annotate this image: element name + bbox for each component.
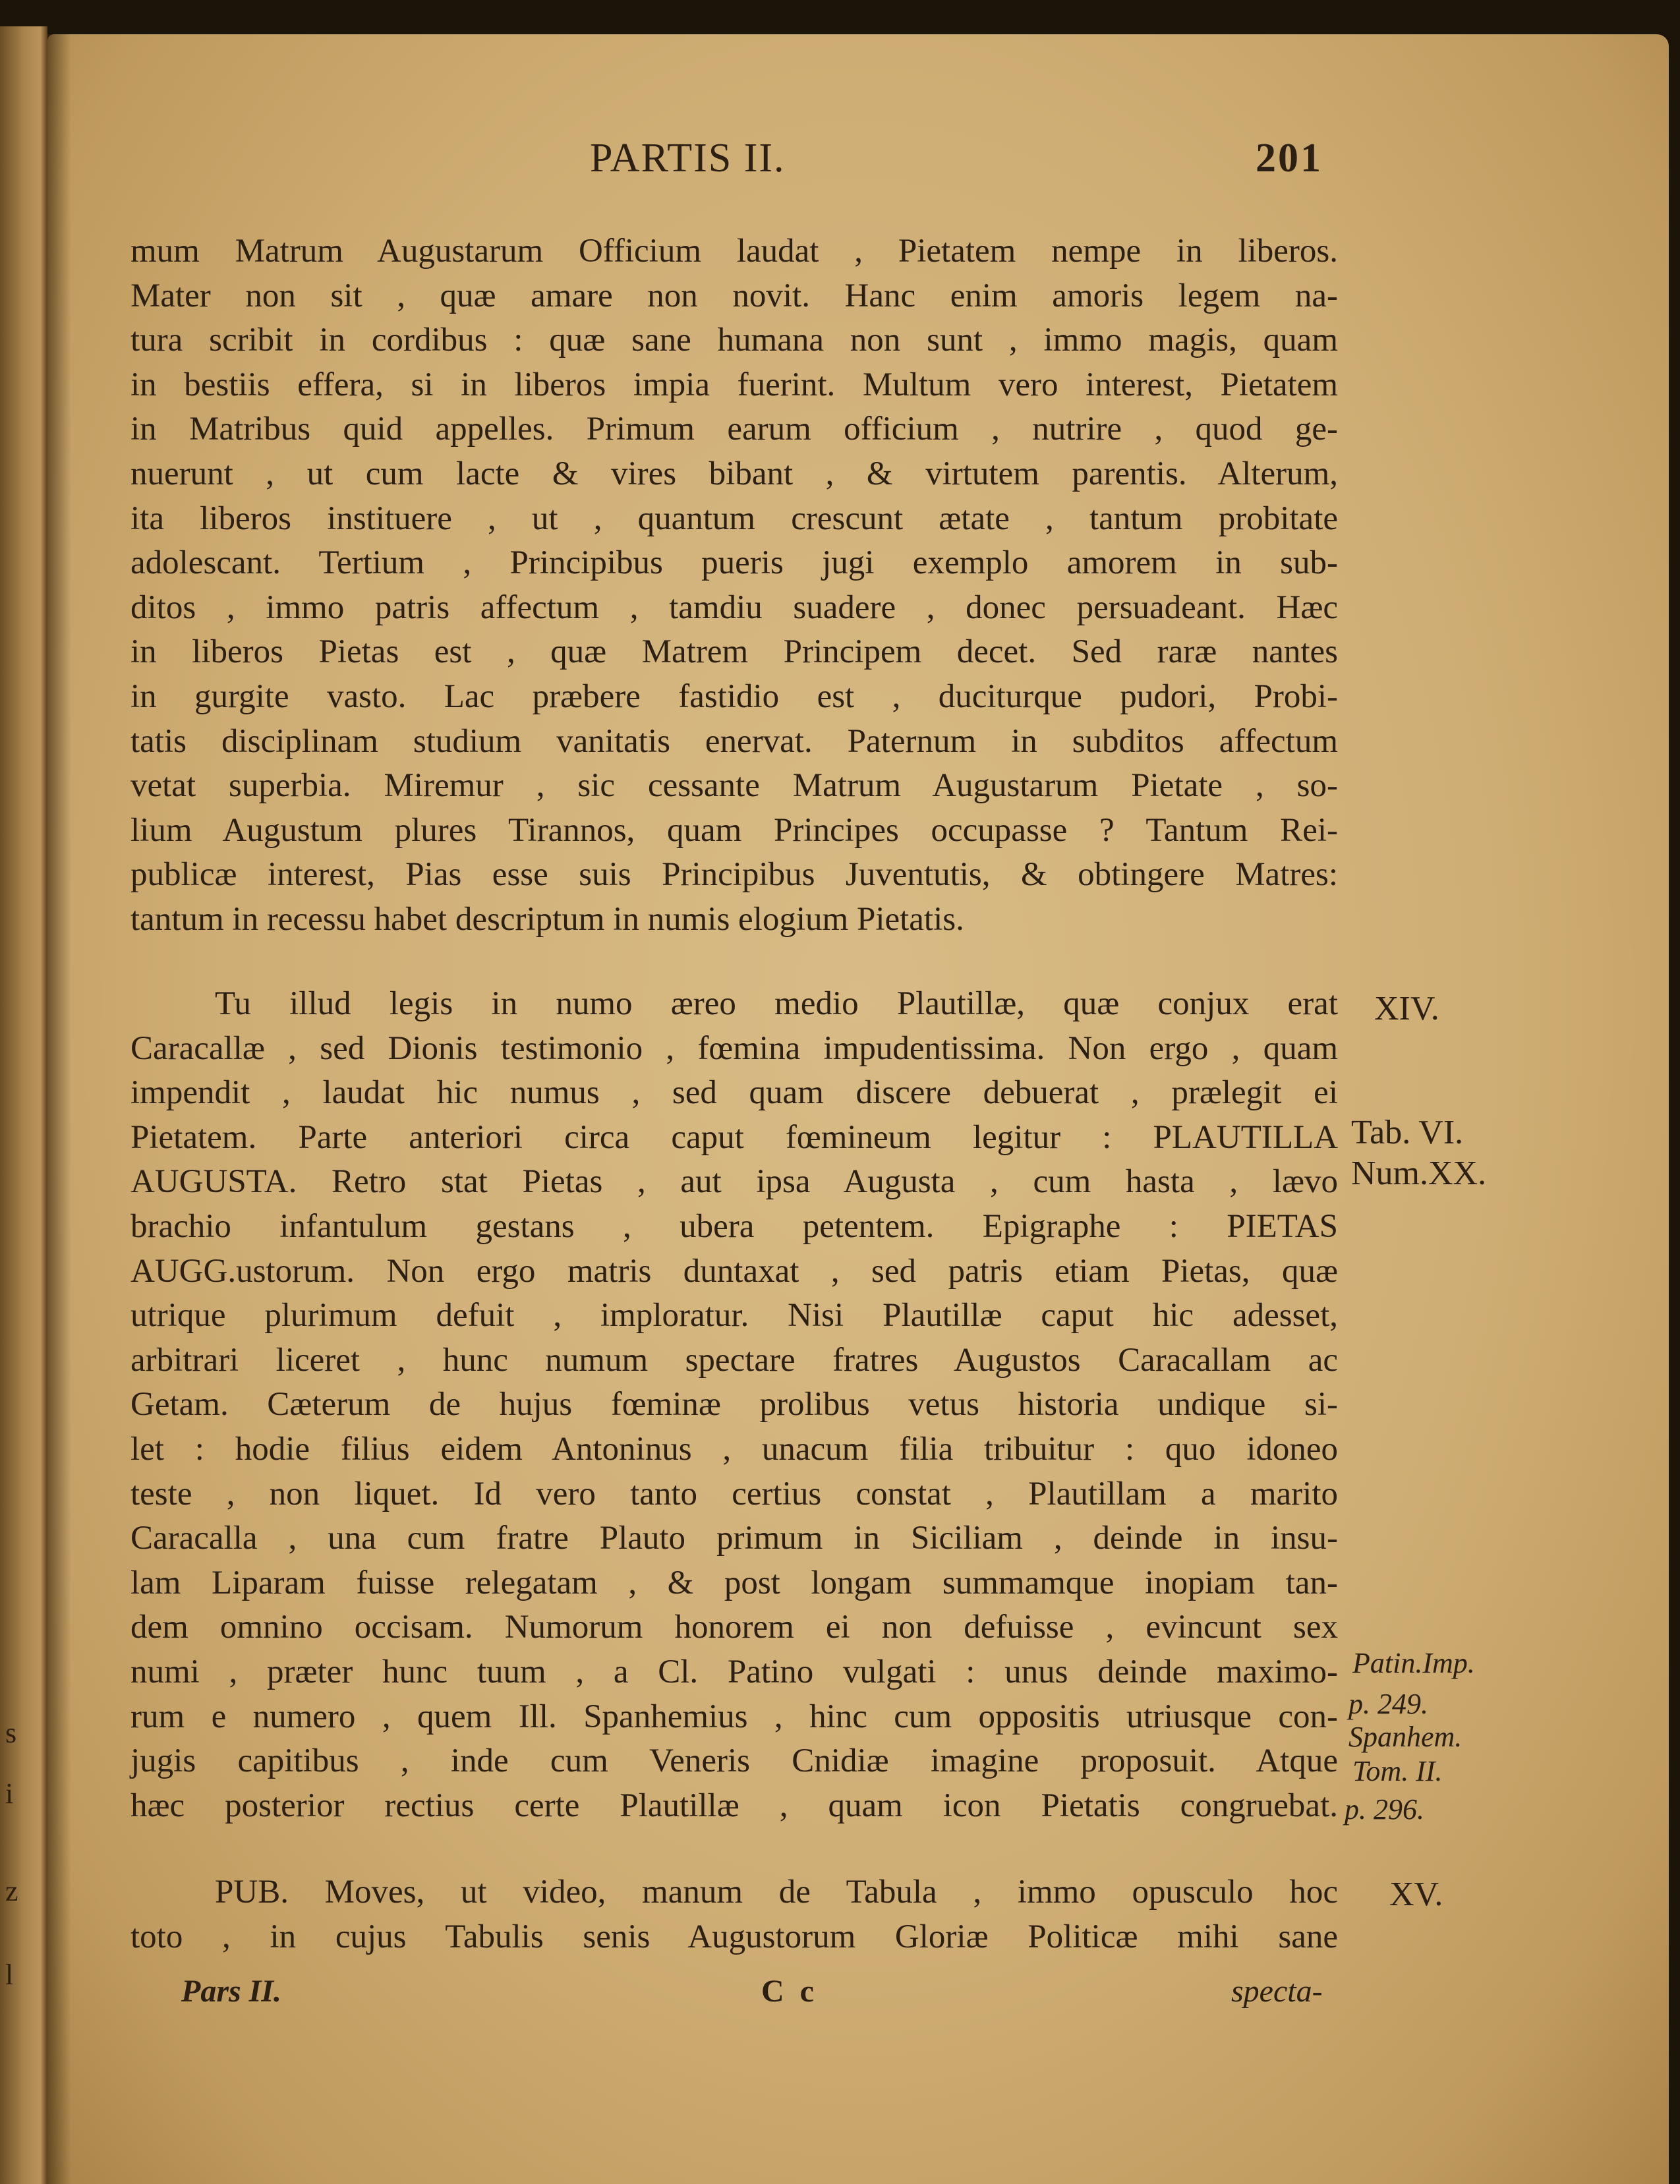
text-line: publicæ interest, Pias esse suis Principibus Juventutis, & obtingere Matres: [130, 856, 1338, 894]
text-line: in gurgite vasto. Lac præbere fastidio est , duciturque pudori, Probi- [130, 677, 1338, 715]
footer-part-label: Pars II. [181, 1974, 282, 2009]
footer-signature-mark: C c [761, 1974, 818, 2009]
text-line: Tu illud legis in numo æreo medio Plautillæ, quæ conjux erat [215, 985, 1338, 1022]
paragraph-2 [130, 982, 1338, 1828]
text-line: Caracalla , una cum fratre Plauto primum in Siciliam , deinde in insu- [130, 1520, 1338, 1557]
text-line: AUGUSTA. Retro stat Pietas , aut ipsa Augusta , cum hasta , lævo [130, 1163, 1338, 1201]
sidenote-table-reference: Tab. VI. [1351, 1114, 1464, 1151]
text-line: in Matribus quid appelles. Primum earum officium , nutrire , quod ge- [130, 411, 1338, 448]
left-page-edge [0, 26, 47, 2184]
text-line: in liberos Pietas est , quæ Matrem Principem decet. Sed raræ nantes [130, 633, 1338, 671]
text-line: adolescant. Tertium , Principibus pueris jugi exemplo amorem in sub- [130, 544, 1338, 582]
text-line: Caracallæ , sed Dionis testimonio , fœmina impudentissima. Non ergo , quam [130, 1029, 1338, 1067]
paragraph-1 [130, 229, 1338, 942]
sidenote-section-number: XV. [1389, 1876, 1443, 1913]
text-line: teste , non liquet. Id vero tanto certius constat , Plautillam a marito [130, 1475, 1338, 1512]
text-line: AUGG.ustorum. Non ergo matris duntaxat , sed patris etiam Pietas, quæ [130, 1252, 1338, 1290]
text-line: impendit , laudat hic numus , sed quam discere debuerat , prælegit ei [130, 1074, 1338, 1112]
text-line: dem omnino occisam. Numorum honorem ei non defuisse , evincunt sex [130, 1609, 1338, 1646]
footer-catchword: specta- [1231, 1974, 1323, 2009]
text-line: vetat superbia. Miremur , sic cessante Matrum Augustarum Pietate , so- [130, 767, 1338, 805]
text-line: tantum in recessu habet descriptum in numis elogium Pietatis. [130, 900, 964, 938]
sidenote-spanheim-page: p. 296. [1345, 1793, 1424, 1825]
text-line: jugis capitibus , inde cum Veneris Cnidiæ imagine proposuit. Atque [130, 1742, 1338, 1780]
sidenote-number-reference: Num.XX. [1351, 1155, 1487, 1192]
text-line: rum e numero , quem Ill. Spanhemius , hinc cum oppositis utriusque con- [130, 1698, 1338, 1735]
running-title: PARTIS II. [590, 136, 786, 181]
paragraph-3 [130, 1870, 1338, 1959]
sidenote-spanheim-volume: Tom. II. [1352, 1755, 1443, 1787]
text-line: hæc posterior rectius certe Plautillæ , quam icon Pietatis congruebat. [130, 1787, 1338, 1824]
text-line: lam Liparam fuisse relegatam , & post longam summamque inopiam tan- [130, 1564, 1338, 1601]
text-line: toto , in cujus Tabulis senis Augustorum Gloriæ Politicæ mihi sane [130, 1918, 1338, 1955]
left-margin-fragment: i [5, 1777, 14, 1810]
page-number: 201 [1256, 136, 1323, 181]
text-line: PUB. Moves, ut video, manum de Tabula , immo opusculo hoc [215, 1874, 1338, 1911]
text-line: ditos , immo patris affectum , tamdiu suadere , donec persuadeant. Hæc [130, 589, 1338, 626]
text-line: arbitrari liceret , hunc numum spectare fratres Augustos Caracallam ac [130, 1341, 1338, 1379]
text-line: let : hodie filius eidem Antoninus , unacum filia tribuitur : quo idoneo [130, 1430, 1338, 1468]
left-margin-fragment: s [5, 1717, 17, 1749]
text-line: mum Matrum Augustarum Officium laudat , Pietatem nempe in liberos. [130, 233, 1338, 270]
text-line: utrique plurimum defuit , imploratur. Nisi Plautillæ caput hic adesset, [130, 1297, 1338, 1335]
text-line: lium Augustum plures Tirannos, quam Principes occupasse ? Tantum Rei- [130, 811, 1338, 849]
text-line: tatis disciplinam studium vanitatis enervat. Paternum in subditos affectum [130, 722, 1338, 760]
text-line: Getam. Cæterum de hujus fœminæ prolibus vetus historia undique si- [130, 1386, 1338, 1423]
text-line: Pietatem. Parte anteriori circa caput fœmineum legitur : PLAUTILLA [130, 1118, 1338, 1156]
page-gutter-shadow [47, 34, 71, 2184]
sidenote-spanheim-reference: Spanhem. [1348, 1721, 1463, 1753]
left-margin-fragment: l [5, 1959, 14, 1991]
text-line: Mater non sit , quæ amare non novit. Hanc enim amoris legem na- [130, 277, 1338, 314]
text-line: numi , præter hunc tuum , a Cl. Patino vulgati : unus deinde maximo- [130, 1653, 1338, 1690]
text-line: ita liberos instituere , ut , quantum crescunt ætate , tantum probitate [130, 500, 1338, 537]
sidenote-section-number: XIV. [1374, 990, 1439, 1027]
text-line: in bestiis effera, si in liberos impia fuerint. Multum vero interest, Pietatem [130, 366, 1338, 403]
text-line: brachio infantulum gestans , ubera petentem. Epigraphe : PIETAS [130, 1207, 1338, 1245]
sidenote-patin-page: p. 249. [1348, 1688, 1428, 1720]
text-line: tura scribit in cordibus : quæ sane humana non sunt , immo magis, quam [130, 322, 1338, 359]
sidenote-patin-reference: Patin.Imp. [1352, 1647, 1475, 1679]
text-line: nuerunt , ut cum lacte & vires bibant , & virtutem parentis. Alterum, [130, 455, 1338, 492]
left-margin-fragment: z [5, 1875, 18, 1907]
